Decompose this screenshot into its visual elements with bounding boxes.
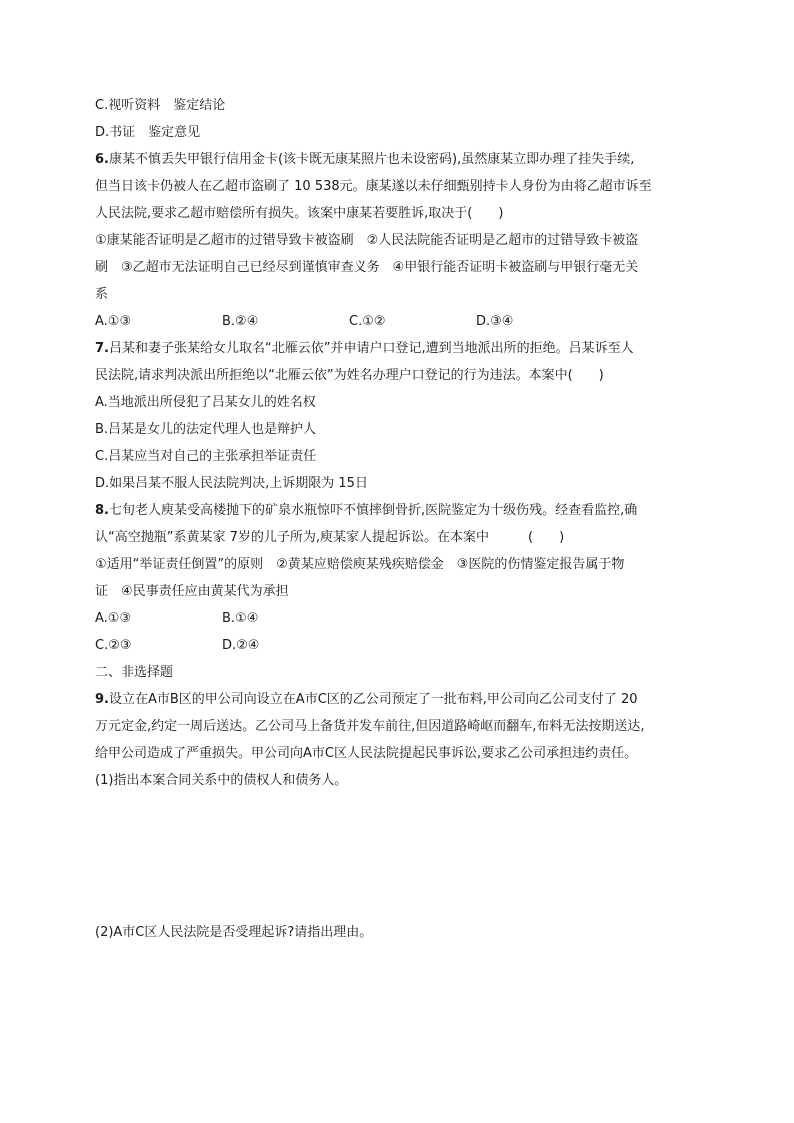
q7-option-d: D.如果吕某不服人民法院判决,上诉期限为 15日: [95, 476, 368, 491]
q6-number: 6.: [95, 152, 109, 167]
q9-sub-question-1: (1)指出本案合同关系中的债权人和债务人。: [95, 773, 348, 788]
question-6: [95, 146, 715, 335]
q9-stem-line: 给甲公司造成了严重损失。甲公司向A市C区人民法院提起民事诉讼,要求乙公司承担违约责任。: [95, 746, 638, 761]
section-heading: 二、非选择题: [95, 665, 174, 680]
q6-options: [95, 308, 715, 335]
q8-stem-line: 认“高空抛瓶”系黄某家 7岁的儿子所为,庾某家人提起诉讼。在本案中 ( ): [95, 530, 565, 545]
q8-option-c: C.②③: [95, 638, 132, 653]
q9-stem-line: 设立在A市B区的甲公司向设立在A市C区的乙公司预定了一批布料,甲公司向乙公司支付了 20: [108, 692, 638, 707]
q6-option-a: A.①③: [95, 314, 132, 329]
question-8: [95, 497, 715, 659]
q8-number: 8.: [95, 503, 109, 518]
q9-sub-question-2: (2)A市C区人民法院是否受理起诉?请指出理由。: [95, 925, 373, 940]
q9-stem-line: 万元定金,约定一周后送达。乙公司马上备货并发车前往,但因道路崎岖而翻车,布料无法按期送达,: [95, 719, 645, 734]
q7-number: 7.: [95, 341, 109, 356]
question-content: [95, 92, 715, 946]
q8-option-a: A.①③: [95, 611, 132, 626]
q7-option-b: B.吕某是女儿的法定代理人也是辩护人: [95, 422, 317, 437]
q5-option-c: C.视听资料 鉴定结论: [95, 98, 226, 113]
q6-statement-line: 系: [95, 287, 109, 302]
q8-statement-line: ①适用“举证责任倒置”的原则 ②黄某应赔偿庾某残疾赔偿金 ③医院的伤情鉴定报告属于物: [95, 557, 625, 572]
q8-options-row2: [95, 632, 715, 659]
question-7: [95, 335, 715, 497]
q8-options-row1: [95, 605, 715, 632]
q6-stem-line: 人民法院,要求乙超市赔偿所有损失。该案中康某若要胜诉,取决于( ): [95, 206, 504, 221]
q7-option-c: C.吕某应当对自己的主张承担举证责任: [95, 449, 317, 464]
q8-stem-line: 七旬老人庾某受高楼抛下的矿泉水瓶惊吓不慎摔倒骨折,医院鉴定为十级伤残。经查看监控,确: [108, 503, 638, 518]
answer-space: [95, 794, 715, 919]
q8-option-d: D.②④: [222, 638, 260, 653]
q8-statement-line: 证 ④民事责任应由黄某代为承担: [95, 584, 289, 599]
q6-option-b: B.②④: [222, 314, 259, 329]
q7-option-a: A.当地派出所侵犯了吕某女儿的姓名权: [95, 395, 316, 410]
q6-statement-line: ①康某能否证明是乙超市的过错导致卡被盗刷 ②人民法院能否证明是乙超市的过错导致卡被盗: [95, 233, 639, 248]
q6-option-c: C.①②: [349, 314, 386, 329]
q5-option-d: D.书证 鉴定意见: [95, 125, 201, 140]
q6-stem-line: 但当日该卡仍被人在乙超市盗刷了 10 538元。康某遂以未仔细甄别持卡人身份为由将乙超市诉至: [95, 179, 652, 194]
q9-number: 9.: [95, 692, 109, 707]
q6-option-d: D.③④: [476, 314, 514, 329]
question-9: [95, 686, 715, 946]
q8-option-b: B.①④: [222, 611, 259, 626]
q7-stem-line: 民法院,请求判决派出所拒绝以“北雁云依”为姓名办理户口登记的行为违法。本案中( ): [95, 368, 604, 383]
q6-stem-line: 康某不慎丢失甲银行信用金卡(该卡既无康某照片也未设密码),虽然康某立即办理了挂失手续,: [108, 152, 635, 167]
q6-statement-line: 刷 ③乙超市无法证明自己已经尽到谨慎审查义务 ④甲银行能否证明卡被盗刷与甲银行毫无关: [95, 260, 639, 275]
q7-stem-line: 吕某和妻子张某给女儿取名“北雁云依”并申请户口登记,遭到当地派出所的拒绝。吕某诉至人: [108, 341, 634, 356]
